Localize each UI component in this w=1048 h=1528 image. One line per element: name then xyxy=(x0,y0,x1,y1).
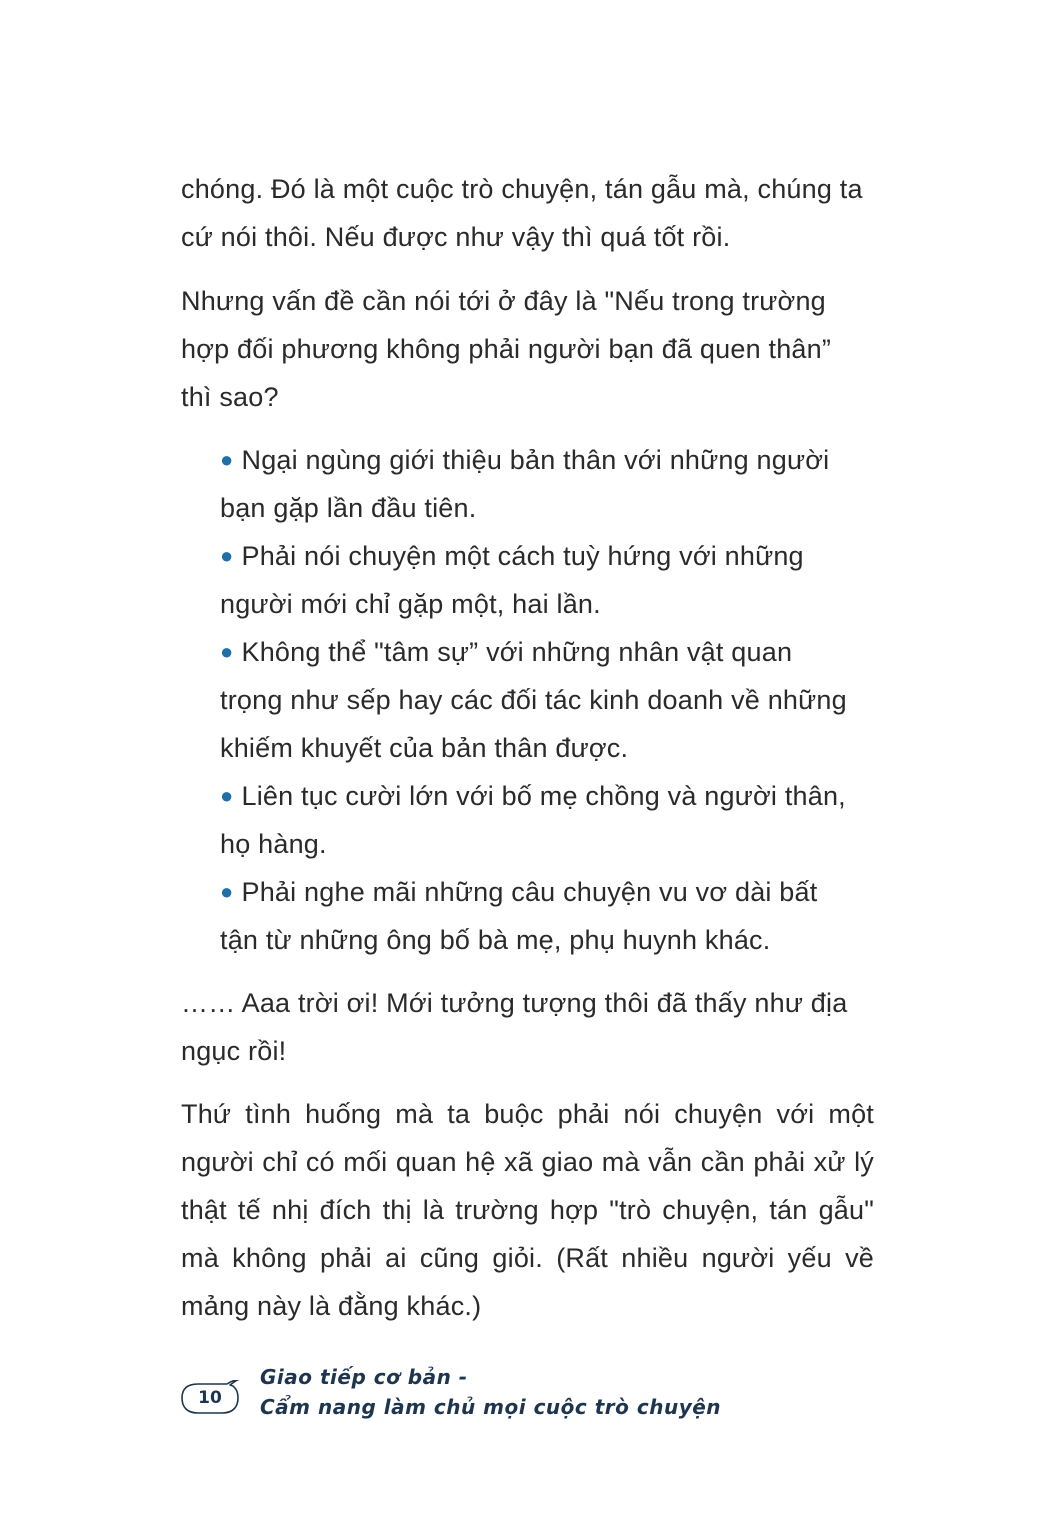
paragraph-line: mảng này là đằng khác.) xyxy=(181,1291,482,1321)
paragraph-line: Nhưng vấn đề cần nói tới ở đây là "Nếu trong trường xyxy=(181,286,826,316)
paragraph-line: Thứ tình huống mà ta buộc phải nói chuyện với một xyxy=(181,1099,874,1129)
bullet-list xyxy=(220,436,875,964)
page-footer xyxy=(180,1360,780,1450)
paragraph-line: …… Aaa trời ơi! Mới tưởng tượng thôi đã thấy như địa xyxy=(181,988,848,1018)
bullet-dot-icon: ● xyxy=(220,543,234,568)
bullet-dot-icon: ● xyxy=(220,447,234,472)
bullet-text: Ngại ngùng giới thiệu bản thân với những người xyxy=(241,445,830,475)
paragraph-2 xyxy=(181,277,874,421)
bullet-item xyxy=(220,868,875,964)
bullet-item xyxy=(220,532,875,628)
page-number-badge xyxy=(180,1380,240,1416)
page-number: 10 xyxy=(198,1388,222,1408)
paragraph-4 xyxy=(181,1090,874,1330)
paragraph-1 xyxy=(181,165,874,261)
bullet-text: Phải nghe mãi những câu chuyện vu vơ dài bất xyxy=(241,877,818,907)
paragraph-line: ngục rồi! xyxy=(181,1036,287,1066)
paragraph-line: mà không phải ai cũng giỏi. (Rất nhiều người yếu về xyxy=(181,1243,874,1273)
bullet-text: trọng như sếp hay các đối tác kinh doanh về những xyxy=(220,685,847,715)
paragraph-3 xyxy=(181,979,874,1075)
paragraph-line: thì sao? xyxy=(181,382,279,412)
bullet-dot-icon: ● xyxy=(220,639,234,664)
bullet-text: họ hàng. xyxy=(220,829,327,859)
bullet-text: Liên tục cười lớn với bố mẹ chồng và người thân, xyxy=(241,781,846,811)
bullet-text: Không thể "tâm sự” với những nhân vật quan xyxy=(241,637,793,667)
bullet-text: bạn gặp lần đầu tiên. xyxy=(220,493,477,523)
bullet-dot-icon: ● xyxy=(220,783,234,808)
bullet-dot-icon: ● xyxy=(220,879,234,904)
bullet-item xyxy=(220,628,875,772)
bullet-text: khiếm khuyết của bản thân được. xyxy=(220,733,629,763)
bullet-text: tận từ những ông bố bà mẹ, phụ huynh khác. xyxy=(220,925,771,955)
bullet-text: Phải nói chuyện một cách tuỳ hứng với những xyxy=(241,541,804,571)
paragraph-line: thật tế nhị đích thị là trường hợp "trò chuyện, tán gẫu" xyxy=(181,1195,874,1225)
paragraph-line: hợp đối phương không phải người bạn đã quen thân” xyxy=(181,334,832,364)
running-title-line-1: Giao tiếp cơ bản - xyxy=(260,1365,468,1389)
paragraph-line: người chỉ có mối quan hệ xã giao mà vẫn cần phải xử lý xyxy=(181,1147,874,1177)
bullet-text: người mới chỉ gặp một, hai lần. xyxy=(220,589,601,619)
bullet-item xyxy=(220,436,875,532)
bullet-item xyxy=(220,772,875,868)
running-title xyxy=(260,1362,721,1422)
paragraph-line: cứ nói thôi. Nếu được như vậy thì quá tốt rồi. xyxy=(181,222,731,252)
paragraph-line: chóng. Đó là một cuộc trò chuyện, tán gẫu mà, chúng ta xyxy=(181,174,863,204)
running-title-line-2: Cẩm nang làm chủ mọi cuộc trò chuyện xyxy=(260,1395,722,1419)
